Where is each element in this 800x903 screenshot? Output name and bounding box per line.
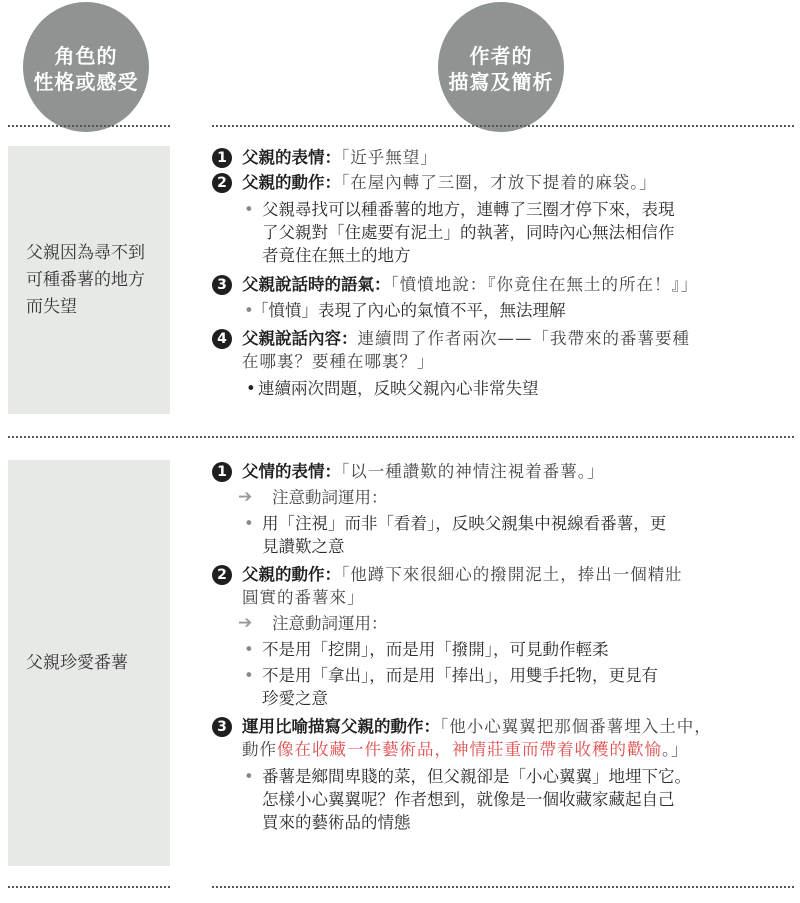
bullet-continuation: 了父親對「住處要有泥土」的執著，同時內心無法相信作 (262, 223, 675, 242)
item-heading (212, 563, 792, 586)
description-block-2 (212, 460, 792, 834)
bullet-text: 父親尋找可以種番薯的地方，連轉了三圈才停下來，表現 (262, 200, 675, 219)
item-quote: 「以一種讚歎的神情 (341, 462, 491, 481)
feeling-text-2: 父親珍愛番薯 (26, 652, 128, 673)
divider-left-bottom (8, 886, 170, 888)
item-quote: 。」 (662, 740, 689, 759)
bullet-continuation: 者竟住在無土的地方 (262, 246, 411, 265)
item-heading (212, 460, 792, 483)
divider-right-bottom (212, 886, 794, 888)
header-circle-feeling (23, 2, 149, 132)
header-left-line2: 性格或感受 (33, 70, 139, 94)
item-quote: 「在屋內轉了三圈，才放下提着的麻袋。」 (341, 173, 657, 192)
arrow-right-icon: ➔ (238, 487, 253, 507)
number-badge: 2 (212, 173, 232, 193)
bullet-point (212, 377, 792, 400)
item-heading (212, 715, 792, 738)
bullet-dot-icon: • (244, 767, 254, 786)
bullet-point (212, 664, 792, 687)
bullet-text: 連續兩次問題，反映父親內心非常失望 (258, 379, 539, 398)
bullet-text: 「憤憤」表現了內心的氣憤不平，無法理解 (252, 301, 566, 320)
divider-left-top (8, 125, 170, 127)
note-line (212, 612, 792, 635)
bullet-point (212, 198, 792, 221)
feeling-text-1: 父親因為尋不到可種番薯的地方而失望 (26, 242, 145, 317)
highlight-text: 注視 (490, 462, 526, 481)
bullet-text: 不是用「拿出」，而是用「捧出」，用雙手托物，更見有 (262, 666, 658, 685)
item-heading (212, 146, 792, 169)
item-quote: 「他蹲下來很細心的 (341, 565, 491, 584)
item-quote: 「近乎無望」 (341, 148, 438, 167)
item-quote: 着番薯。」 (525, 462, 605, 481)
item-quote: 動作 (242, 740, 277, 759)
bullet-dot-icon: • (244, 640, 254, 659)
divider-right-top (212, 125, 794, 127)
number-badge: 3 (212, 717, 232, 737)
item-label: 父親的動作： (242, 565, 341, 584)
note-text: 注意動詞運用： (272, 488, 388, 507)
number-badge: 1 (212, 148, 232, 168)
number-badge: 3 (212, 275, 232, 295)
item-label: 父情的表情： (242, 462, 341, 481)
feeling-box-2 (8, 460, 170, 866)
number-badge: 1 (212, 462, 232, 482)
bullet-point (212, 638, 792, 661)
quote-continuation (212, 738, 792, 761)
bullet-continuation: 買來的藝術品的情態 (262, 813, 411, 832)
arrow-right-icon: ➔ (238, 613, 253, 633)
highlight-text: 捧出 (577, 565, 613, 584)
item-label: 父親的動作： (242, 173, 341, 192)
divider-middle (8, 436, 794, 438)
bullet-text: 不是用「挖開」，而是用「撥開」，可見動作輕柔 (262, 640, 609, 659)
header-left-line1: 角色的 (54, 44, 118, 68)
highlight-text: 撥開 (490, 565, 526, 584)
header-circle-description (438, 2, 564, 132)
bullet-dot-icon: • (244, 200, 254, 219)
header-right-line2: 描寫及簡析 (448, 70, 554, 94)
item-quote: 泥土， (525, 565, 578, 584)
bullet-continuation: 見讚歎之意 (262, 537, 345, 556)
quote-continuation: 圓實的番薯來」 (242, 588, 365, 607)
bullet-continuation: 珍愛之意 (262, 689, 328, 708)
item-quote: 一個精壯 (612, 565, 683, 584)
bullet-text: 番薯是鄉間卑賤的菜，但父親卻是「小心翼翼」地埋下它。 (262, 767, 691, 786)
highlight-text: 像在收藏一件藝術品，神情莊重而帶着收穫的歡愉 (277, 740, 662, 759)
bullet-dot-icon: • (244, 514, 254, 533)
bullet-continuation: 怎樣小心翼翼呢？作者想到，就像是一個收藏家藏起自己 (262, 790, 675, 809)
header-right-line1: 作者的 (469, 44, 533, 68)
bullet-point (212, 299, 792, 322)
note-text: 注意動詞運用： (272, 614, 388, 633)
item-label: 父親的表情： (242, 148, 341, 167)
bullet-text: 用「注視」而非「看着」，反映父親集中視線看番薯，更 (262, 514, 667, 533)
bullet-point (212, 765, 792, 788)
item-heading (212, 273, 792, 296)
bullet-dot-icon: • (244, 301, 254, 320)
note-line (212, 486, 792, 509)
number-badge: 4 (212, 329, 232, 349)
description-block-1 (212, 146, 792, 400)
item-quote: 「他小心翼翼把那個番薯埋入土中， (440, 717, 712, 736)
bullet-dot-icon: • (246, 379, 256, 398)
number-badge: 2 (212, 565, 232, 585)
item-heading (212, 171, 792, 194)
item-label: 父親說話內容： (242, 329, 358, 348)
item-heading (212, 327, 792, 350)
feeling-box-1 (8, 146, 170, 414)
item-label: 父親說話時的語氣： (242, 275, 391, 294)
item-quote: 「憤憤地說：『你竟住在無土的所在！』」 (390, 275, 699, 294)
bullet-point (212, 512, 792, 535)
item-label: 運用比喻描寫父親的動作： (242, 717, 440, 736)
bullet-dot-icon: • (244, 666, 254, 685)
item-quote: 連續問了作者兩次——「我帶來的番薯要種 (357, 329, 690, 348)
quote-continuation: 在哪裏？要種在哪裏？」 (242, 352, 435, 371)
